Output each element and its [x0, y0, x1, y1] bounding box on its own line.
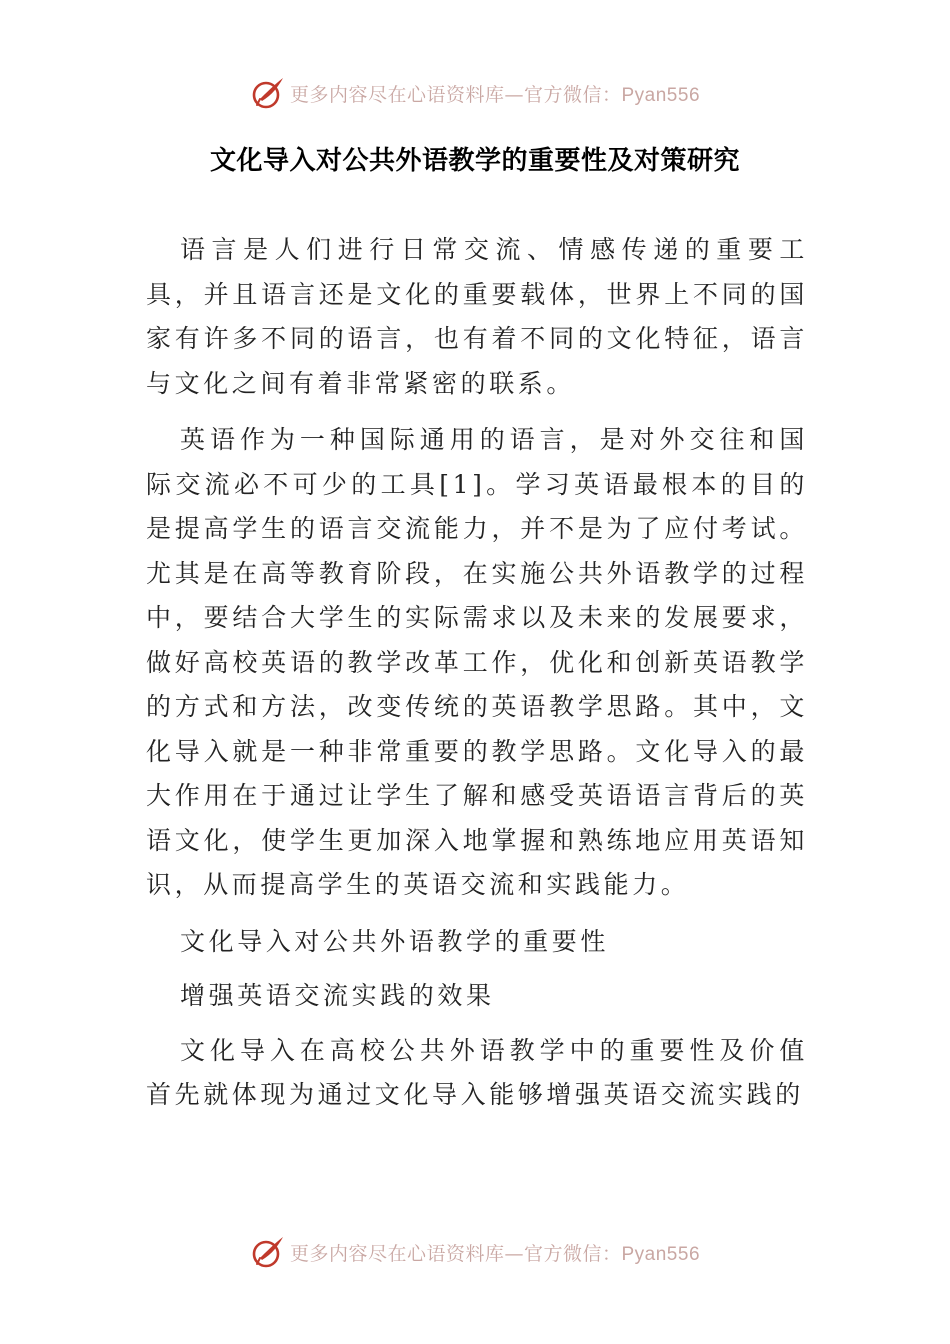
header-banner — [0, 73, 950, 113]
section-heading-2: 增强英语交流实践的效果 — [180, 981, 495, 1010]
section-heading-1: 文化导入对公共外语教学的重要性 — [180, 926, 610, 956]
banner-wechat-label: 官方微信： — [523, 1242, 622, 1265]
banner-wechat-id: Pyan556 — [621, 1243, 701, 1265]
document-body — [146, 228, 808, 1130]
paragraph-1: 语言是人们进行日常交流、情感传递的重要工具，并且语言还是文化的重要载体，世界上不同的国家有许多不同的语言，也有着不同的文化特征，语言与文化之间有着非常紧密的联系。 — [146, 235, 808, 398]
document-title: 文化导入对公共外语教学的重要性及对策研究 — [209, 146, 740, 176]
quill-pen-logo-icon — [250, 75, 286, 111]
paragraph-2: 英语作为一种国际通用的语言，是对外交往和国际交流必不可少的工具[1]。学习英语最根本的目的是提高学生的语言交流能力，并不是为了应付考试。尤其是在高等教育阶段，在实施公共外语教学的过程中，要结合大学生的实际需求以及未来的发展要求，做好高校英语的教学改革工作，优化和创新英语教学的方式和方法，改变传统的英语教学思路。其中，文化导入就是一种非常重要的教学思路。文化导入的最大作用在于通过让学生了解和感受英语语言背后的英语文化，使学生更加深入地掌握和熟练地应用英语知识，从而提高学生的英语交流和实践能力。 — [146, 425, 808, 899]
banner-slogan: 更多内容尽在心语资料库 — [289, 1242, 505, 1265]
paragraph-3: 文化导入在高校公共外语教学中的重要性及价值首先就体现为通过文化导入能够增强英语交流实践的 — [146, 1035, 808, 1109]
banner-wechat-id: Pyan556 — [621, 84, 701, 106]
quill-pen-logo-icon — [250, 1234, 286, 1270]
banner-text — [290, 1239, 700, 1266]
footer-banner — [0, 1232, 950, 1272]
banner-text — [290, 80, 700, 107]
banner-separator: — — [504, 83, 524, 106]
banner-slogan: 更多内容尽在心语资料库 — [289, 83, 505, 106]
banner-separator: — — [504, 1242, 524, 1265]
banner-wechat-label: 官方微信： — [523, 83, 622, 106]
